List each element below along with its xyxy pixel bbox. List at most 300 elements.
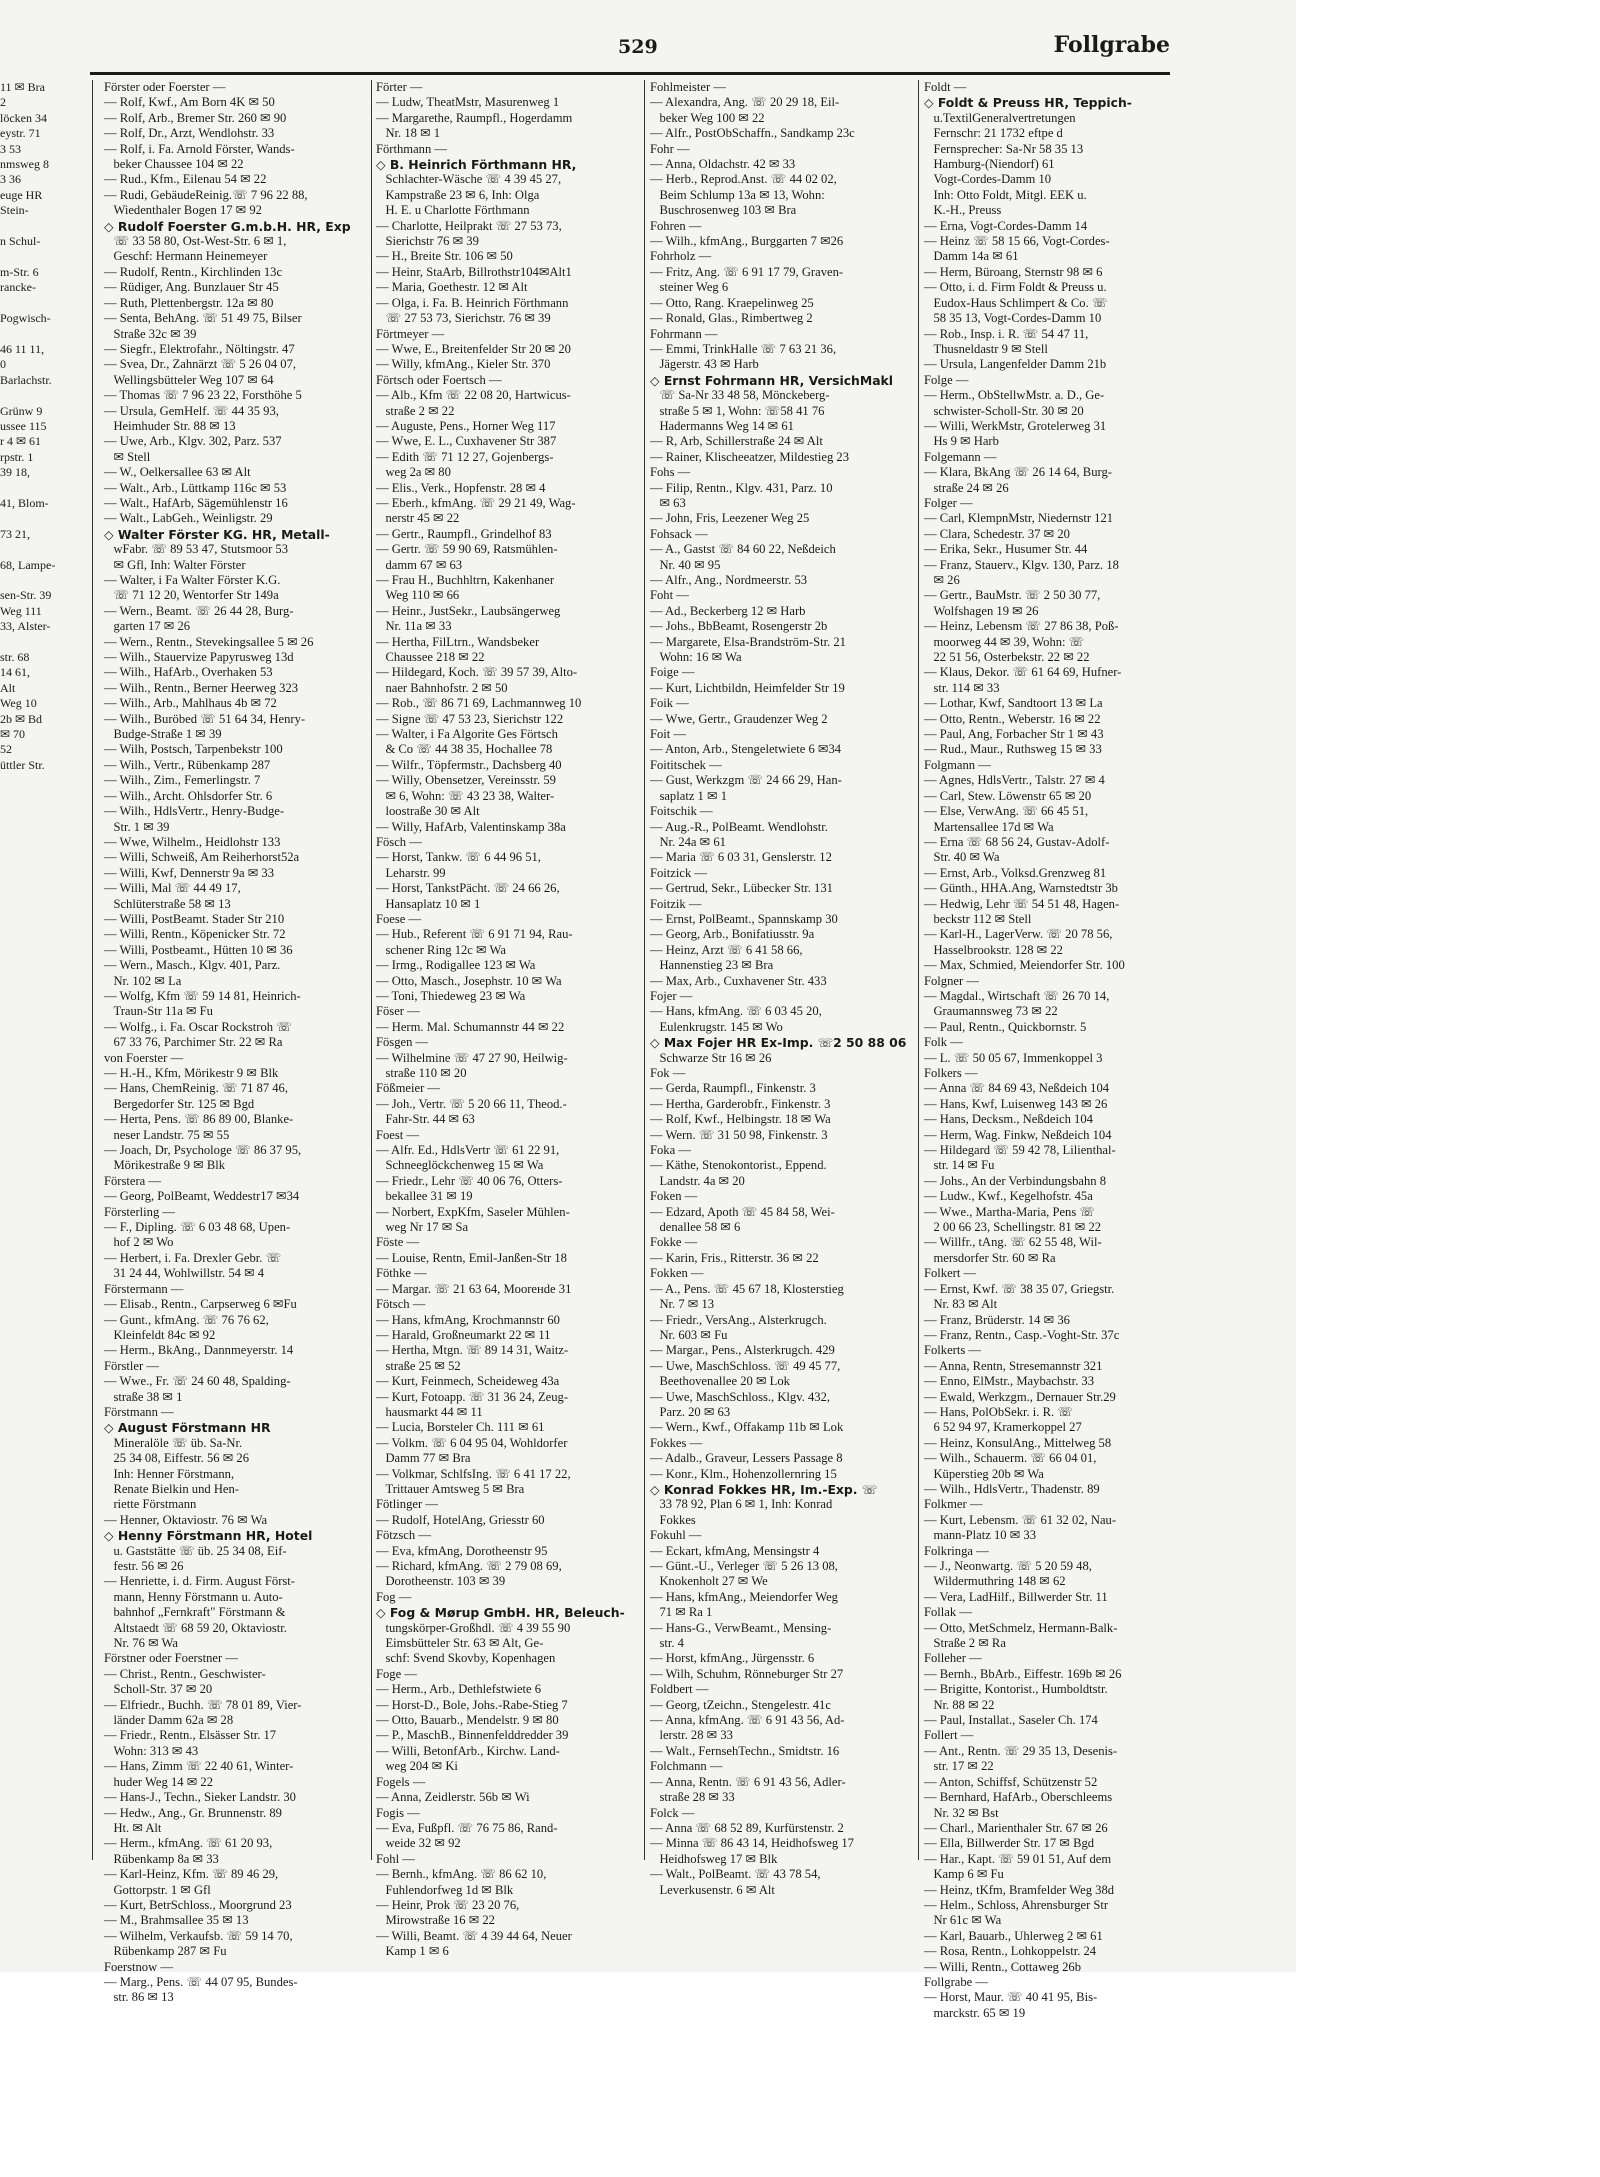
directory-entry-line: 71 ✉ Ra 1 xyxy=(650,1605,713,1620)
directory-entry-line: — Hans, ChemReinig. ☏ 71 87 46, xyxy=(104,1081,289,1096)
directory-entry-line: — Otto, MetSchmelz, Hermann-Balk- xyxy=(924,1620,1118,1635)
directory-entry-line: straße 28 ✉ 33 xyxy=(650,1790,735,1805)
directory-entry-line: — Harald, Großneumarkt 22 ✉ 11 xyxy=(376,1327,551,1342)
directory-entry-line: — Otto, i. d. Firm Foldt & Preuss u. xyxy=(924,280,1107,295)
directory-entry-line: riette Förstmann xyxy=(104,1497,197,1512)
directory-entry-line: — J., Neonwartg. ☏ 5 20 59 48, xyxy=(924,1559,1092,1573)
directory-entry-line: Wildermuthring 148 ✉ 62 xyxy=(924,1574,1066,1589)
directory-entry-line: — Günth., HHA.Ang, Warnstedtstr 3b xyxy=(924,881,1118,896)
directory-entry-line: — Margarethe, Raumpfl., Hogerdamm xyxy=(376,110,573,125)
directory-entry-line: — Wwe., Fr. ☏ 24 60 48, Spalding- xyxy=(104,1374,291,1389)
fragment-line: Weg 111 xyxy=(0,603,42,618)
surname-heading: Fogels — xyxy=(376,1774,426,1789)
directory-entry-line: Beethovenallee 20 ✉ Lok xyxy=(650,1374,790,1389)
fragment-line: üttler Str. xyxy=(0,757,45,772)
fragment-line: m-Str. 6 xyxy=(0,264,39,279)
directory-entry-line: — Max, Arb., Cuxhavener Str. 433 xyxy=(650,973,827,988)
surname-heading: Follert — xyxy=(924,1728,974,1743)
directory-entry-line: straße 110 ✉ 20 xyxy=(376,1066,467,1080)
surname-heading: Fojer — xyxy=(650,988,693,1003)
fragment-line: Grünw 9 xyxy=(0,403,43,418)
directory-entry-line: Straße 2 ✉ Ra xyxy=(924,1636,1006,1651)
directory-entry-line: Fernschr: 21 1732 eftpe d xyxy=(924,126,1063,141)
directory-entry-line: Kleinfeldt 84c ✉ 92 xyxy=(104,1327,216,1342)
directory-entry-line: — Käthe, Stenokontorist., Eppend. xyxy=(650,1158,827,1173)
directory-entry-line: saplatz 1 ✉ 1 xyxy=(650,788,728,803)
surname-heading: Förter — xyxy=(376,80,423,94)
directory-entry-line: Nr. 76 ✉ Wa xyxy=(104,1636,179,1651)
surname-heading: Folleher — xyxy=(924,1651,982,1666)
directory-entry-line: — Rolf, Arb., Bremer Str. 260 ✉ 90 xyxy=(104,110,287,125)
surname-heading: Folkmer — xyxy=(924,1497,983,1512)
fragment-line: 41, Blom- xyxy=(0,495,49,510)
directory-entry-line: — Hans, kfmAng, Krochmannstr 60 xyxy=(376,1312,560,1327)
fragment-line: Stein- xyxy=(0,203,29,218)
directory-entry-line: 31 24 44, Wohlwillstr. 54 ✉ 4 xyxy=(104,1266,265,1281)
directory-entry-line: tungskörper-Großhdl. ☏ 4 39 55 90 xyxy=(376,1620,571,1635)
directory-entry-line: — W., Oelkersallee 63 ✉ Alt xyxy=(104,465,251,480)
directory-entry-line: — Eva, kfmAng, Dorotheenstr 95 xyxy=(376,1543,548,1558)
directory-entry-line: — Wwe, E., Breitenfelder Str 20 ✉ 20 xyxy=(376,341,571,356)
directory-entry-line: — Johs., An der Verbindungsbahn 8 xyxy=(924,1173,1107,1188)
directory-entry-line: — Ronald, Glas., Rimbertweg 2 xyxy=(650,311,813,326)
directory-entry-line: — Anna ☏ 84 69 43, Neßdeich 104 xyxy=(924,1081,1110,1096)
directory-entry-line: Scholl-Str. 37 ✉ 20 xyxy=(104,1682,213,1697)
directory-entry-line: — Heinr, StaArb, Billrothstr104✉Alt1 xyxy=(376,264,572,279)
directory-entry-line: — Gertr., BauMstr. ☏ 2 50 30 77, xyxy=(924,588,1101,603)
directory-entry-line: — Wilh., Rentn., Berner Heerweg 323 xyxy=(104,680,299,695)
directory-entry-line: — Carl, Stew. Löwenstr 65 ✉ 20 xyxy=(924,788,1092,803)
directory-entry-line: — Walt., HafArb, Sägemühlenstr 16 xyxy=(104,495,288,510)
directory-entry-line: hausmarkt 44 ✉ 11 xyxy=(376,1404,483,1419)
fragment-line: nmsweg 8 xyxy=(0,157,49,172)
directory-entry-line: — Hans, Kwf, Luisenweg 143 ✉ 26 xyxy=(924,1096,1108,1111)
directory-entry-line: str. 14 ✉ Fu xyxy=(924,1158,995,1173)
directory-entry-line: ✉ Stell xyxy=(104,449,151,464)
directory-entry-line: — Otto, Bauarb., Mendelstr. 9 ✉ 80 xyxy=(376,1713,559,1728)
directory-entry-line: — Otto, Rentn., Weberstr. 16 ✉ 22 xyxy=(924,711,1101,726)
directory-entry-line: — Paul, Ang, Forbacher Str 1 ✉ 43 xyxy=(924,727,1104,742)
directory-entry-line: — Friedr., VersAng., Alsterkrugch. xyxy=(650,1312,827,1327)
directory-entry-line: Heidhofsweg 17 ✉ Blk xyxy=(650,1851,778,1866)
directory-entry-line: — P., MaschB., Binnenfelddredder 39 xyxy=(376,1728,569,1743)
directory-entry-line: — Anton, Schiffsf, Schützenstr 52 xyxy=(924,1774,1098,1789)
fragment-line: 3 36 xyxy=(0,172,21,187)
directory-entry-line: damm 67 ✉ 63 xyxy=(376,557,463,572)
directory-entry-line: — Wern., Kwf., Offakamp 11b ✉ Lok xyxy=(650,1420,844,1435)
directory-entry-line: festr. 56 ✉ 26 xyxy=(104,1559,184,1573)
directory-entry-line: Rübenkamp 287 ✉ Fu xyxy=(104,1944,227,1959)
surname-heading: Fokuhl — xyxy=(650,1528,702,1543)
directory-entry-line: — Hildegard, Koch. ☏ 39 57 39, Alto- xyxy=(376,665,578,680)
surname-heading: Fößmeier — xyxy=(376,1081,441,1096)
surname-heading: Foge — xyxy=(376,1666,417,1681)
directory-entry-line: — Alfr. Ed., HdlsVertr ☏ 61 22 91, xyxy=(376,1143,560,1158)
directory-column-1 xyxy=(104,80,366,2005)
directory-entry-line: Inh: Otto Foldt, Mitgl. EEK u. xyxy=(924,187,1087,202)
directory-entry-line: — Uwe, MaschSchloss., Klgv. 432, xyxy=(650,1389,831,1404)
directory-entry-line: — Willi, Mal ☏ 44 49 17, xyxy=(104,881,241,896)
directory-entry-line: — Wilhelmine ☏ 47 27 90, Heilwig- xyxy=(376,1050,568,1065)
surname-heading: Förstmann — xyxy=(104,1404,174,1419)
directory-entry-line: — Hans-J., Techn., Sieker Landstr. 30 xyxy=(104,1790,296,1805)
directory-entry-line: wFabr. ☏ 89 53 47, Stutsmoor 53 xyxy=(104,542,289,557)
directory-entry-line: — Wwe., Martha-Maria, Pens ☏ xyxy=(924,1204,1096,1219)
directory-entry-line: 22 51 56, Osterbekstr. 22 ✉ 22 xyxy=(924,650,1090,665)
surname-heading: Foitzik — xyxy=(650,896,702,911)
directory-entry-line: Hadermanns Weg 14 ✉ 61 xyxy=(650,418,794,433)
surname-heading: Foitschik — xyxy=(650,804,713,819)
page-header xyxy=(90,30,1170,72)
directory-entry-line: — Walter, i Fa Walter Förster K.G. xyxy=(104,573,281,587)
directory-entry-line: — Walt., PolBeamt. ☏ 43 78 54, xyxy=(650,1867,821,1882)
surname-heading: Föthke — xyxy=(376,1266,427,1281)
directory-entry-line: — Hub., Referent ☏ 6 91 71 94, Rau- xyxy=(376,927,573,942)
fragment-line xyxy=(0,635,80,650)
directory-entry-line: 6 52 94 97, Kramerkoppel 27 xyxy=(924,1420,1082,1435)
directory-entry-line: — Aug.-R., PolBeamt. Wendlohstr. xyxy=(650,819,828,834)
surname-heading: Folkerts — xyxy=(924,1343,982,1358)
directory-entry-line: — Walt., FernsehTechn., Smidtstr. 16 xyxy=(650,1743,840,1758)
left-page-fragment xyxy=(0,80,80,1960)
directory-entry-line: — Norbert, ExpKfm, Saseler Mühlen- xyxy=(376,1204,570,1219)
directory-entry-line: — Herm, Büroang, Sternstr 98 ✉ 6 xyxy=(924,264,1103,279)
directory-entry-line: — Wern., Beamt. ☏ 26 44 28, Burg- xyxy=(104,603,294,618)
fragment-line: Pogwisch- xyxy=(0,311,51,326)
directory-entry-line: — Willi, BetonfArb., Kirchw. Land- xyxy=(376,1743,560,1758)
directory-entry-line: — Günt.-U., Verleger ☏ 5 26 13 08, xyxy=(650,1559,838,1573)
directory-entry-line: marckstr. 65 ✉ 19 xyxy=(924,2005,1026,2020)
directory-entry-line: — Frau H., Buchhltrn, Kakenhaner xyxy=(376,573,555,587)
directory-entry-line: — Rob., Insp. i. R. ☏ 54 47 11, xyxy=(924,326,1089,341)
column-divider xyxy=(644,80,645,1860)
directory-entry-line: — Karl-Heinz, Kfm. ☏ 89 46 29, xyxy=(104,1867,279,1882)
fragment-line xyxy=(0,219,80,234)
directory-entry-line: straße 38 ✉ 1 xyxy=(104,1389,183,1404)
surname-heading: Folkers — xyxy=(924,1066,978,1080)
directory-entry-line: straße 25 ✉ 52 xyxy=(376,1358,461,1373)
surname-heading: Folkringa — xyxy=(924,1543,989,1558)
directory-entry-line: — Fritz, Ang. ☏ 6 91 17 79, Graven- xyxy=(650,264,844,279)
directory-entry-line: Hasselbrookstr. 128 ✉ 22 xyxy=(924,942,1063,957)
directory-entry-line: — Karl-H., LagerVerw. ☏ 20 78 56, xyxy=(924,927,1113,942)
directory-entry-line: Eimsbütteler Str. 63 ✉ Alt, Ge- xyxy=(376,1636,544,1651)
directory-entry-line: — Thomas ☏ 7 96 23 22, Forsthöhe 5 xyxy=(104,388,302,403)
directory-entry-line: — Herm., kfmAng. ☏ 61 20 93, xyxy=(104,1836,273,1851)
surname-heading: Fohl — xyxy=(376,1851,415,1866)
directory-entry-line: Schlachter-Wäsche ☏ 4 39 45 27, xyxy=(376,172,562,187)
directory-entry-line: — Kurt, Fotoapp. ☏ 31 36 24, Zeug- xyxy=(376,1389,569,1404)
fragment-line: 3 53 xyxy=(0,141,21,156)
directory-entry-line: ☏ 33 58 80, Ost-West-Str. 6 ✉ 1, xyxy=(104,234,287,249)
fragment-line xyxy=(0,481,80,496)
directory-entry-line: Küperstieg 20b ✉ Wa xyxy=(924,1466,1044,1481)
directory-entry-line: bahnhof „Fernkraft" Förstmann & xyxy=(104,1605,286,1620)
directory-entry-line: ◇ Foldt & Preuss HR, Teppich- xyxy=(924,95,1132,111)
surname-heading: Förtsch oder Foertsch — xyxy=(376,372,502,387)
directory-entry-line: — Olga, i. Fa. B. Heinrich Förthmann xyxy=(376,295,569,310)
directory-entry-line: — Walt., Arb., Lüttkamp 116c ✉ 53 xyxy=(104,480,287,495)
directory-entry-line: Dorotheenstr. 103 ✉ 39 xyxy=(376,1574,506,1589)
directory-entry-line: Mirowstraße 16 ✉ 22 xyxy=(376,1913,495,1928)
directory-entry-line: ✉ 26 xyxy=(924,573,960,587)
directory-entry-line: denallee 58 ✉ 6 xyxy=(650,1220,741,1235)
directory-entry-line: — Ewald, Werkzgm., Dernauer Str.29 xyxy=(924,1389,1116,1404)
directory-entry-line: Graumannsweg 73 ✉ 22 xyxy=(924,1004,1058,1019)
directory-entry-line: Renate Bielkin und Hen- xyxy=(104,1481,240,1496)
directory-entry-line: — Siegfr., Elektrofahr., Nöltingstr. 47 xyxy=(104,341,295,356)
directory-entry-line: — H.-H., Kfm, Mörikestr 9 ✉ Blk xyxy=(104,1066,279,1080)
surname-heading: Fokkes — xyxy=(650,1435,703,1450)
directory-entry-line: weg 204 ✉ Ki xyxy=(376,1759,458,1774)
directory-entry-line: Chaussee 218 ✉ 22 xyxy=(376,650,485,665)
surname-heading: Fohrmann — xyxy=(650,326,718,341)
directory-entry-line: beckstr 112 ✉ Stell xyxy=(924,911,1032,926)
directory-entry-line: — Margar., Pens., Alsterkrugch. 429 xyxy=(650,1343,835,1358)
directory-entry-line: — Eva, Fußpfl. ☏ 76 75 86, Rand- xyxy=(376,1820,558,1835)
fragment-line: str. 68 xyxy=(0,650,30,665)
directory-entry-line: ◇ Henny Förstmann HR, Hotel xyxy=(104,1528,313,1544)
directory-entry-line: Wolfshagen 19 ✉ 26 xyxy=(924,603,1039,618)
directory-entry-line: — Charl., Marienthaler Str. 67 ✉ 26 xyxy=(924,1820,1108,1835)
directory-entry-line: — Heinz ☏ 58 15 66, Vogt-Cordes- xyxy=(924,234,1110,249)
directory-entry-line: — Herta, Pens. ☏ 86 89 00, Blanke- xyxy=(104,1112,294,1127)
directory-entry-line: — Klara, BkAng ☏ 26 14 64, Burg- xyxy=(924,465,1112,480)
directory-entry-line: mersdorfer Str. 60 ✉ Ra xyxy=(924,1250,1056,1265)
directory-entry-line: str. 17 ✉ 22 xyxy=(924,1759,994,1774)
directory-entry-line: — Wern., Rentn., Stevekingsallee 5 ✉ 26 xyxy=(104,634,314,649)
fragment-line: 52 xyxy=(0,742,12,757)
directory-entry-line: — Alfr., PostObSchaffn., Sandkamp 23c xyxy=(650,126,855,141)
directory-entry-line: Nr. 11a ✉ 33 xyxy=(376,619,452,634)
directory-entry-line: Schwarze Str 16 ✉ 26 xyxy=(650,1050,772,1065)
directory-entry-line: Straße 32c ✉ 39 xyxy=(104,326,197,341)
directory-entry-line: Altstaedt ☏ 68 59 20, Oktaviostr. xyxy=(104,1620,287,1635)
directory-entry-line: — Hertha, FilLtrn., Wandsbeker xyxy=(376,634,540,649)
directory-entry-line: — Henner, Oktaviostr. 76 ✉ Wa xyxy=(104,1512,268,1527)
directory-entry-line: — Uwe, Arb., Klgv. 302, Parz. 537 xyxy=(104,434,282,449)
directory-entry-line: K.-H., Preuss xyxy=(924,203,1002,218)
directory-entry-line: huder Weg 14 ✉ 22 xyxy=(104,1774,213,1789)
directory-entry-line: — Hans-G., VerwBeamt., Mensing- xyxy=(650,1620,832,1635)
directory-entry-line: ◇ Ernst Fohrmann HR, VersichMakl xyxy=(650,372,894,388)
surname-heading: von Foerster — xyxy=(104,1050,184,1065)
directory-entry-line: — Kurt, Feinmech, Scheideweg 43a xyxy=(376,1374,560,1389)
directory-entry-line: — Alexandra, Ang. ☏ 20 29 18, Eil- xyxy=(650,95,840,110)
surname-heading: Folge — xyxy=(924,372,969,387)
directory-entry-line: Gottorpstr. 1 ✉ Gfl xyxy=(104,1882,211,1897)
directory-entry-line: — Gerda, Raumpfl., Finkenstr. 3 xyxy=(650,1081,816,1096)
directory-entry-line: — Eckart, kfmAng, Mensingstr 4 xyxy=(650,1543,820,1558)
directory-entry-line: — Gunt., kfmAng. ☏ 76 76 62, xyxy=(104,1312,269,1327)
directory-entry-line: — Richard, kfmAng. ☏ 2 79 08 69, xyxy=(376,1559,562,1573)
directory-entry-line: — Svea, Dr., Zahnärzt ☏ 5 26 04 07, xyxy=(104,357,297,372)
fragment-line: 11 ✉ Bra xyxy=(0,80,45,94)
directory-entry-line: — Georg, Arb., Bonifatiusstr. 9a xyxy=(650,927,815,942)
directory-entry-line: beker Weg 100 ✉ 22 xyxy=(650,110,765,125)
directory-entry-line: — Wern., Masch., Klgv. 401, Parz. xyxy=(104,958,281,973)
directory-entry-line: — Emmi, TrinkHalle ☏ 7 63 21 36, xyxy=(650,341,837,356)
directory-entry-line: — Wern. ☏ 31 50 98, Finkenstr. 3 xyxy=(650,1127,828,1142)
directory-entry-line: — Rudi, GebäudeReinig.☏ 7 96 22 88, xyxy=(104,187,308,202)
surname-heading: Foese — xyxy=(376,911,422,926)
surname-heading: Fohsack — xyxy=(650,526,708,541)
directory-entry-line: — Clara, Schedestr. 37 ✉ 20 xyxy=(924,526,1070,541)
directory-entry-line: Budge-Straße 1 ✉ 39 xyxy=(104,727,222,742)
surname-heading: Fohren — xyxy=(650,218,702,233)
directory-entry-line: — Erna ☏ 68 56 24, Gustav-Adolf- xyxy=(924,834,1110,849)
directory-column-3 xyxy=(650,80,912,1960)
directory-entry-line: — Georg, tZeichn., Stengelestr. 41c xyxy=(650,1697,831,1712)
directory-entry-line: länder Damm 62a ✉ 28 xyxy=(104,1713,234,1728)
directory-entry-line: ◇ Max Fojer HR Ex-Imp. ☏2 50 88 06 xyxy=(650,1035,907,1051)
directory-entry-line: — Ella, Billwerder Str. 17 ✉ Bgd xyxy=(924,1836,1095,1851)
directory-entry-line: — Har., Kapt. ☏ 59 01 51, Auf dem xyxy=(924,1851,1112,1866)
directory-entry-line: — Karl, Bauarb., Uhlerweg 2 ✉ 61 xyxy=(924,1928,1103,1943)
fragment-line: 39 18, xyxy=(0,465,30,480)
fragment-line: löcken 34 xyxy=(0,110,47,125)
surname-heading: Föser — xyxy=(376,1004,420,1019)
directory-entry-line: — H., Breite Str. 106 ✉ 50 xyxy=(376,249,513,264)
fragment-line: Weg 10 xyxy=(0,696,37,711)
directory-entry-line: Hamburg-(Niendorf) 61 xyxy=(924,157,1055,172)
directory-entry-line: — Paul, Rentn., Quickbornstr. 5 xyxy=(924,1019,1087,1034)
directory-entry-line: — Anna ☏ 68 52 89, Kurfürstenstr. 2 xyxy=(650,1820,844,1835)
surname-heading: Förthmann — xyxy=(376,141,448,156)
directory-entry-line: ☏ 27 53 73, Sierichstr. 76 ✉ 39 xyxy=(376,311,551,326)
fragment-line: 14 61, xyxy=(0,665,30,680)
directory-entry-line: — Wilh., Archt. Ohlsdorfer Str. 6 xyxy=(104,788,273,803)
directory-entry-line: — Wilh., HdlsVertr., Thadenstr. 89 xyxy=(924,1481,1100,1496)
directory-entry-line: — Franz, Stauerv., Klgv. 130, Parz. 18 xyxy=(924,557,1119,572)
directory-entry-line: lerstr. 28 ✉ 33 xyxy=(650,1728,733,1743)
directory-entry-line: — Ernst, Arb., Volksd.Grenzweg 81 xyxy=(924,865,1107,880)
surname-heading: Fötzsch — xyxy=(376,1528,431,1543)
directory-entry-line: — Hertha, Mtgn. ☏ 89 14 31, Waitz- xyxy=(376,1343,569,1358)
surname-heading: Foka — xyxy=(650,1143,691,1158)
directory-entry-line: — Wilfr., Töpfermstr., Dachsberg 40 xyxy=(376,757,562,772)
surname-heading: Fohlmeister — xyxy=(650,80,726,94)
directory-entry-line: weg 2a ✉ 80 xyxy=(376,465,451,480)
directory-entry-line: — Heinz, KonsulAng., Mittelweg 58 xyxy=(924,1435,1112,1450)
fragment-line: 0 xyxy=(0,357,6,372)
directory-entry-line: — Paul, Installat., Saseler Ch. 174 xyxy=(924,1713,1098,1728)
directory-entry-line: — Ursula, GemHelf. ☏ 44 35 93, xyxy=(104,403,279,418)
directory-entry-line: — Anna, Zeidlerstr. 56b ✉ Wi xyxy=(376,1790,530,1805)
surname-heading: Fötsch — xyxy=(376,1297,426,1312)
page-catchword: Follgrabe xyxy=(1053,32,1170,58)
surname-heading: Förstler — xyxy=(104,1358,159,1373)
directory-entry-line: Kampstraße 23 ✉ 6, Inh: Olga xyxy=(376,187,540,202)
fragment-line: Alt xyxy=(0,680,16,695)
directory-entry-line: — Agnes, HdlsVertr., Talstr. 27 ✉ 4 xyxy=(924,773,1105,788)
directory-entry-line: Nr. 40 ✉ 95 xyxy=(650,557,721,572)
directory-entry-line: — Friedr., Rentn., Elsässer Str. 17 xyxy=(104,1728,277,1743)
directory-entry-line: Bergedorfer Str. 125 ✉ Bgd xyxy=(104,1096,255,1111)
directory-entry-line: beker Chaussee 104 ✉ 22 xyxy=(104,157,244,172)
directory-entry-line: Eulenkrugstr. 145 ✉ Wo xyxy=(650,1019,783,1034)
directory-entry-line: str. 86 ✉ 13 xyxy=(104,1990,174,2005)
directory-entry-line: — Heinr, Prok ☏ 23 20 76, xyxy=(376,1897,520,1912)
directory-entry-line: weide 32 ✉ 92 xyxy=(376,1836,461,1851)
directory-entry-line: Nr. 32 ✉ Bst xyxy=(924,1805,999,1820)
directory-entry-line: — Horst-D., Bole, Johs.-Rabe-Stieg 7 xyxy=(376,1697,568,1712)
surname-heading: Foitzick — xyxy=(650,865,708,880)
directory-entry-line: — Herm, Wag. Finkw, Neßdeich 104 xyxy=(924,1127,1112,1142)
directory-entry-line: H. E. u Charlotte Förthmann xyxy=(376,203,530,218)
directory-entry-line: Vogt-Cordes-Damm 10 xyxy=(924,172,1052,187)
directory-entry-line: — Minna ☏ 86 43 14, Heidhofsweg 17 xyxy=(650,1836,854,1851)
directory-entry-line: Kamp 6 ✉ Fu xyxy=(924,1867,1004,1882)
directory-entry-line: — Auguste, Pens., Horner Weg 117 xyxy=(376,418,556,433)
directory-entry-line: — Willi, PostBeamt. Stader Str 210 xyxy=(104,911,285,926)
directory-entry-line: Landstr. 4a ✉ 20 xyxy=(650,1173,745,1188)
directory-entry-line: ✉ 6, Wohn: ☏ 43 23 38, Walter- xyxy=(376,788,555,803)
fragment-line xyxy=(0,573,80,588)
directory-entry-line: Fahr-Str. 44 ✉ 63 xyxy=(376,1112,475,1127)
directory-entry-line: ☏ Sa-Nr 33 48 58, Mönckeberg- xyxy=(650,388,830,403)
directory-entry-line: — Rosa, Rentn., Lohkoppelstr. 24 xyxy=(924,1944,1097,1959)
fragment-line: rpstr. 1 xyxy=(0,449,34,464)
directory-entry-line: Sierichstr 76 ✉ 39 xyxy=(376,234,479,249)
directory-entry-line: ☏ 71 12 20, Wentorfer Str 149a xyxy=(104,588,279,603)
directory-entry-line: bekallee 31 ✉ 19 xyxy=(376,1189,473,1204)
surname-heading: Folchmann — xyxy=(650,1759,723,1774)
surname-heading: Förstera — xyxy=(104,1173,162,1188)
directory-entry-line: str. 4 xyxy=(650,1636,684,1651)
directory-entry-line: — Gertrud, Sekr., Lübecker Str. 131 xyxy=(650,881,833,896)
directory-entry-line: Geschf: Hermann Heinemeyer xyxy=(104,249,268,264)
directory-entry-line: — Alfr., Ang., Nordmeerstr. 53 xyxy=(650,573,808,587)
directory-entry-line: Nr. 83 ✉ Alt xyxy=(924,1297,998,1312)
directory-entry-line: — Horst, kfmAng., Jürgensstr. 6 xyxy=(650,1651,815,1666)
directory-entry-line: Martensallee 17d ✉ Wa xyxy=(924,819,1054,834)
directory-entry-line: — Christ., Rentn., Geschwister- xyxy=(104,1666,266,1681)
fragment-line: r 4 ✉ 61 xyxy=(0,434,42,449)
directory-entry-line: Buschrosenweg 103 ✉ Bra xyxy=(650,203,797,218)
directory-entry-line: Trittauer Amtsweg 5 ✉ Bra xyxy=(376,1481,525,1496)
directory-entry-line: Schlüterstraße 58 ✉ 13 xyxy=(104,896,231,911)
directory-entry-line: — Ant., Rentn. ☏ 29 35 13, Desenis- xyxy=(924,1743,1118,1758)
surname-heading: Folgner — xyxy=(924,973,979,988)
directory-entry-line: str. 114 ✉ 33 xyxy=(924,680,1000,695)
surname-heading: Folgmann — xyxy=(924,757,991,772)
directory-entry-line: — Anna, Rentn, Stresemannstr 321 xyxy=(924,1358,1103,1373)
directory-entry-line: — R, Arb, Schillerstraße 24 ✉ Alt xyxy=(650,434,823,449)
directory-entry-line: ◇ B. Heinrich Förthmann HR, xyxy=(376,157,577,173)
directory-entry-line: — Erna, Vogt-Cordes-Damm 14 xyxy=(924,218,1088,233)
directory-entry-line: — Ursula, Langenfelder Damm 21b xyxy=(924,357,1107,372)
directory-entry-line: — Louise, Rentn, Emil-Janßen-Str 18 xyxy=(376,1250,567,1265)
directory-entry-line: 2 00 66 23, Schellingstr. 81 ✉ 22 xyxy=(924,1220,1102,1235)
directory-entry-line: Wohn: 313 ✉ 43 xyxy=(104,1743,199,1758)
directory-entry-line: — Wilh., Stauervize Papyrusweg 13d xyxy=(104,650,294,665)
directory-entry-line: Nr. 102 ✉ La xyxy=(104,973,182,988)
directory-entry-line: — Horst, TankstPächt. ☏ 24 66 26, xyxy=(376,881,560,896)
directory-entry-line: Damm 77 ✉ Bra xyxy=(376,1451,471,1466)
surname-heading: Follak — xyxy=(924,1605,972,1620)
fragment-line xyxy=(0,388,80,403)
directory-entry-line: — Georg, PolBeamt, Weddestr17 ✉34 xyxy=(104,1189,300,1204)
directory-entry-line: — Anton, Arb., Stengeletwiete 6 ✉34 xyxy=(650,742,842,757)
surname-heading: Foik — xyxy=(650,696,689,711)
directory-entry-line: Str. 40 ✉ Wa xyxy=(924,850,1000,865)
surname-heading: Fösch — xyxy=(376,834,422,849)
directory-entry-line: schener Ring 12c ✉ Wa xyxy=(376,942,506,957)
directory-entry-line: Nr. 88 ✉ 22 xyxy=(924,1697,995,1712)
directory-entry-line: — Hans, PolObSekr. i. R. ☏ xyxy=(924,1404,1074,1419)
surname-heading: Fösgen — xyxy=(376,1035,429,1050)
